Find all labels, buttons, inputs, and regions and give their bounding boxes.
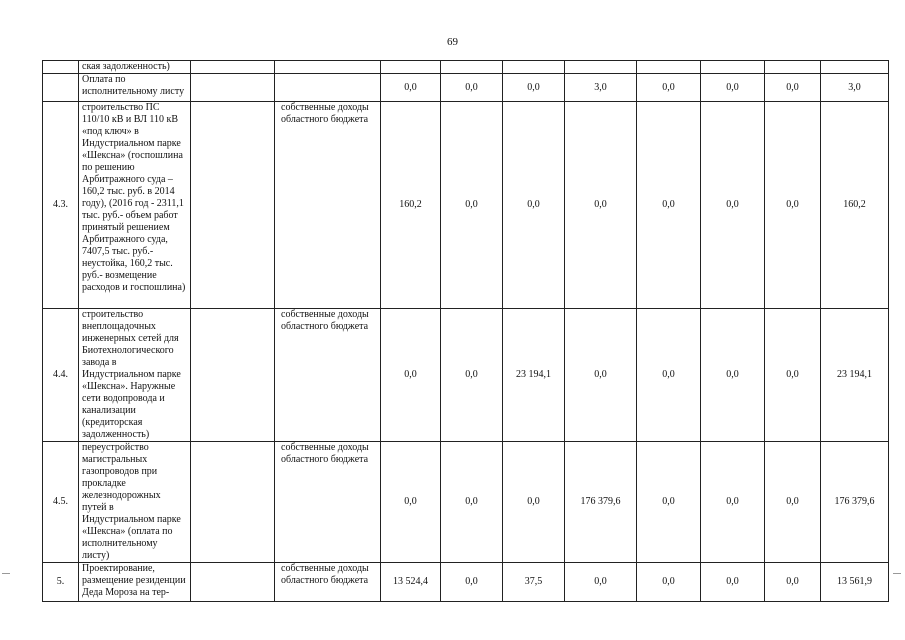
- scan-mark: [2, 573, 10, 574]
- value-cell: 0,0: [441, 563, 503, 602]
- value-cell: 13 524,4: [381, 563, 441, 602]
- row-index: [43, 61, 79, 74]
- value-cell: [381, 61, 441, 74]
- value-cell: [441, 61, 503, 74]
- value-cell: 0,0: [381, 309, 441, 442]
- value-cell: 0,0: [441, 309, 503, 442]
- row-index: 4.3.: [43, 102, 79, 309]
- empty-cell: [191, 309, 275, 442]
- page-number: 69: [447, 36, 458, 48]
- table-row: [43, 102, 889, 309]
- value-cell: 0,0: [381, 74, 441, 102]
- row-description: строительство внеплощадочных инженерных сетей для Биотехнологического завода в Индустриальном парке «Шексна». Наружные сети водопровода и канализации (кредиторская задолженность): [79, 309, 191, 442]
- row-description: переустройство магистральных газопроводов при прокладке железнодорожных путей в Индустриальном парке «Шексна» (оплата по исполнительному листу): [79, 442, 191, 563]
- value-cell: 0,0: [701, 563, 765, 602]
- funding-source: [275, 61, 381, 74]
- value-cell: 0,0: [637, 74, 701, 102]
- table-row: [43, 563, 889, 602]
- value-cell: 23 194,1: [821, 309, 889, 442]
- value-cell: 0,0: [765, 563, 821, 602]
- value-cell: 0,0: [701, 74, 765, 102]
- budget-table: [42, 60, 889, 602]
- funding-source: собственные доходы областного бюджета: [275, 563, 381, 602]
- value-cell: 0,0: [441, 74, 503, 102]
- empty-cell: [191, 442, 275, 563]
- table-row: [43, 61, 889, 74]
- scan-mark: [893, 573, 901, 574]
- value-cell: 160,2: [821, 102, 889, 309]
- value-cell: 0,0: [565, 102, 637, 309]
- empty-cell: [191, 74, 275, 102]
- table-row: [43, 442, 889, 563]
- value-cell: 0,0: [441, 102, 503, 309]
- empty-cell: [191, 102, 275, 309]
- value-cell: 176 379,6: [821, 442, 889, 563]
- funding-source: собственные доходы областного бюджета: [275, 309, 381, 442]
- value-cell: [503, 61, 565, 74]
- value-cell: 3,0: [821, 74, 889, 102]
- value-cell: 0,0: [503, 74, 565, 102]
- funding-source: собственные доходы областного бюджета: [275, 102, 381, 309]
- value-cell: 0,0: [765, 309, 821, 442]
- value-cell: 0,0: [701, 102, 765, 309]
- value-cell: 0,0: [503, 442, 565, 563]
- value-cell: 3,0: [565, 74, 637, 102]
- value-cell: 0,0: [637, 309, 701, 442]
- value-cell: [821, 61, 889, 74]
- value-cell: 176 379,6: [565, 442, 637, 563]
- value-cell: 0,0: [565, 563, 637, 602]
- value-cell: 0,0: [441, 442, 503, 563]
- row-description: ская задолженность): [79, 61, 191, 74]
- value-cell: 0,0: [637, 563, 701, 602]
- empty-cell: [191, 61, 275, 74]
- row-index: [43, 74, 79, 102]
- value-cell: 0,0: [765, 442, 821, 563]
- value-cell: [637, 61, 701, 74]
- row-index: 4.4.: [43, 309, 79, 442]
- value-cell: [765, 61, 821, 74]
- table-row: [43, 74, 889, 102]
- value-cell: 37,5: [503, 563, 565, 602]
- value-cell: 0,0: [503, 102, 565, 309]
- value-cell: 0,0: [637, 442, 701, 563]
- value-cell: 0,0: [701, 442, 765, 563]
- funding-source: [275, 74, 381, 102]
- value-cell: 23 194,1: [503, 309, 565, 442]
- value-cell: [565, 61, 637, 74]
- value-cell: [701, 61, 765, 74]
- row-description: Оплата по исполнительному листу: [79, 74, 191, 102]
- value-cell: 0,0: [381, 442, 441, 563]
- table-row: [43, 309, 889, 442]
- row-description: строительство ПС 110/10 кВ и ВЛ 110 кВ «под ключ» в Индустриальном парке «Шексна» (госпошлина по решению Арбитражного суда – 160,2 тыс. руб. в 2014 году), (2016 год - 2311,1 тыс. руб.- объем работ принятый решением Арбитражного суда, 7407,5 тыс. руб.- неустойка, 160,2 тыс. руб.- возмещение расходов и госпошлина): [79, 102, 191, 309]
- row-index: 4.5.: [43, 442, 79, 563]
- value-cell: 0,0: [765, 102, 821, 309]
- row-index: 5.: [43, 563, 79, 602]
- value-cell: 0,0: [765, 74, 821, 102]
- value-cell: 160,2: [381, 102, 441, 309]
- empty-cell: [191, 563, 275, 602]
- funding-source: собственные доходы областного бюджета: [275, 442, 381, 563]
- value-cell: 0,0: [637, 102, 701, 309]
- value-cell: 0,0: [701, 309, 765, 442]
- value-cell: 13 561,9: [821, 563, 889, 602]
- value-cell: 0,0: [565, 309, 637, 442]
- row-description: Проектирование, размещение резиденции Деда Мороза на тер-: [79, 563, 191, 602]
